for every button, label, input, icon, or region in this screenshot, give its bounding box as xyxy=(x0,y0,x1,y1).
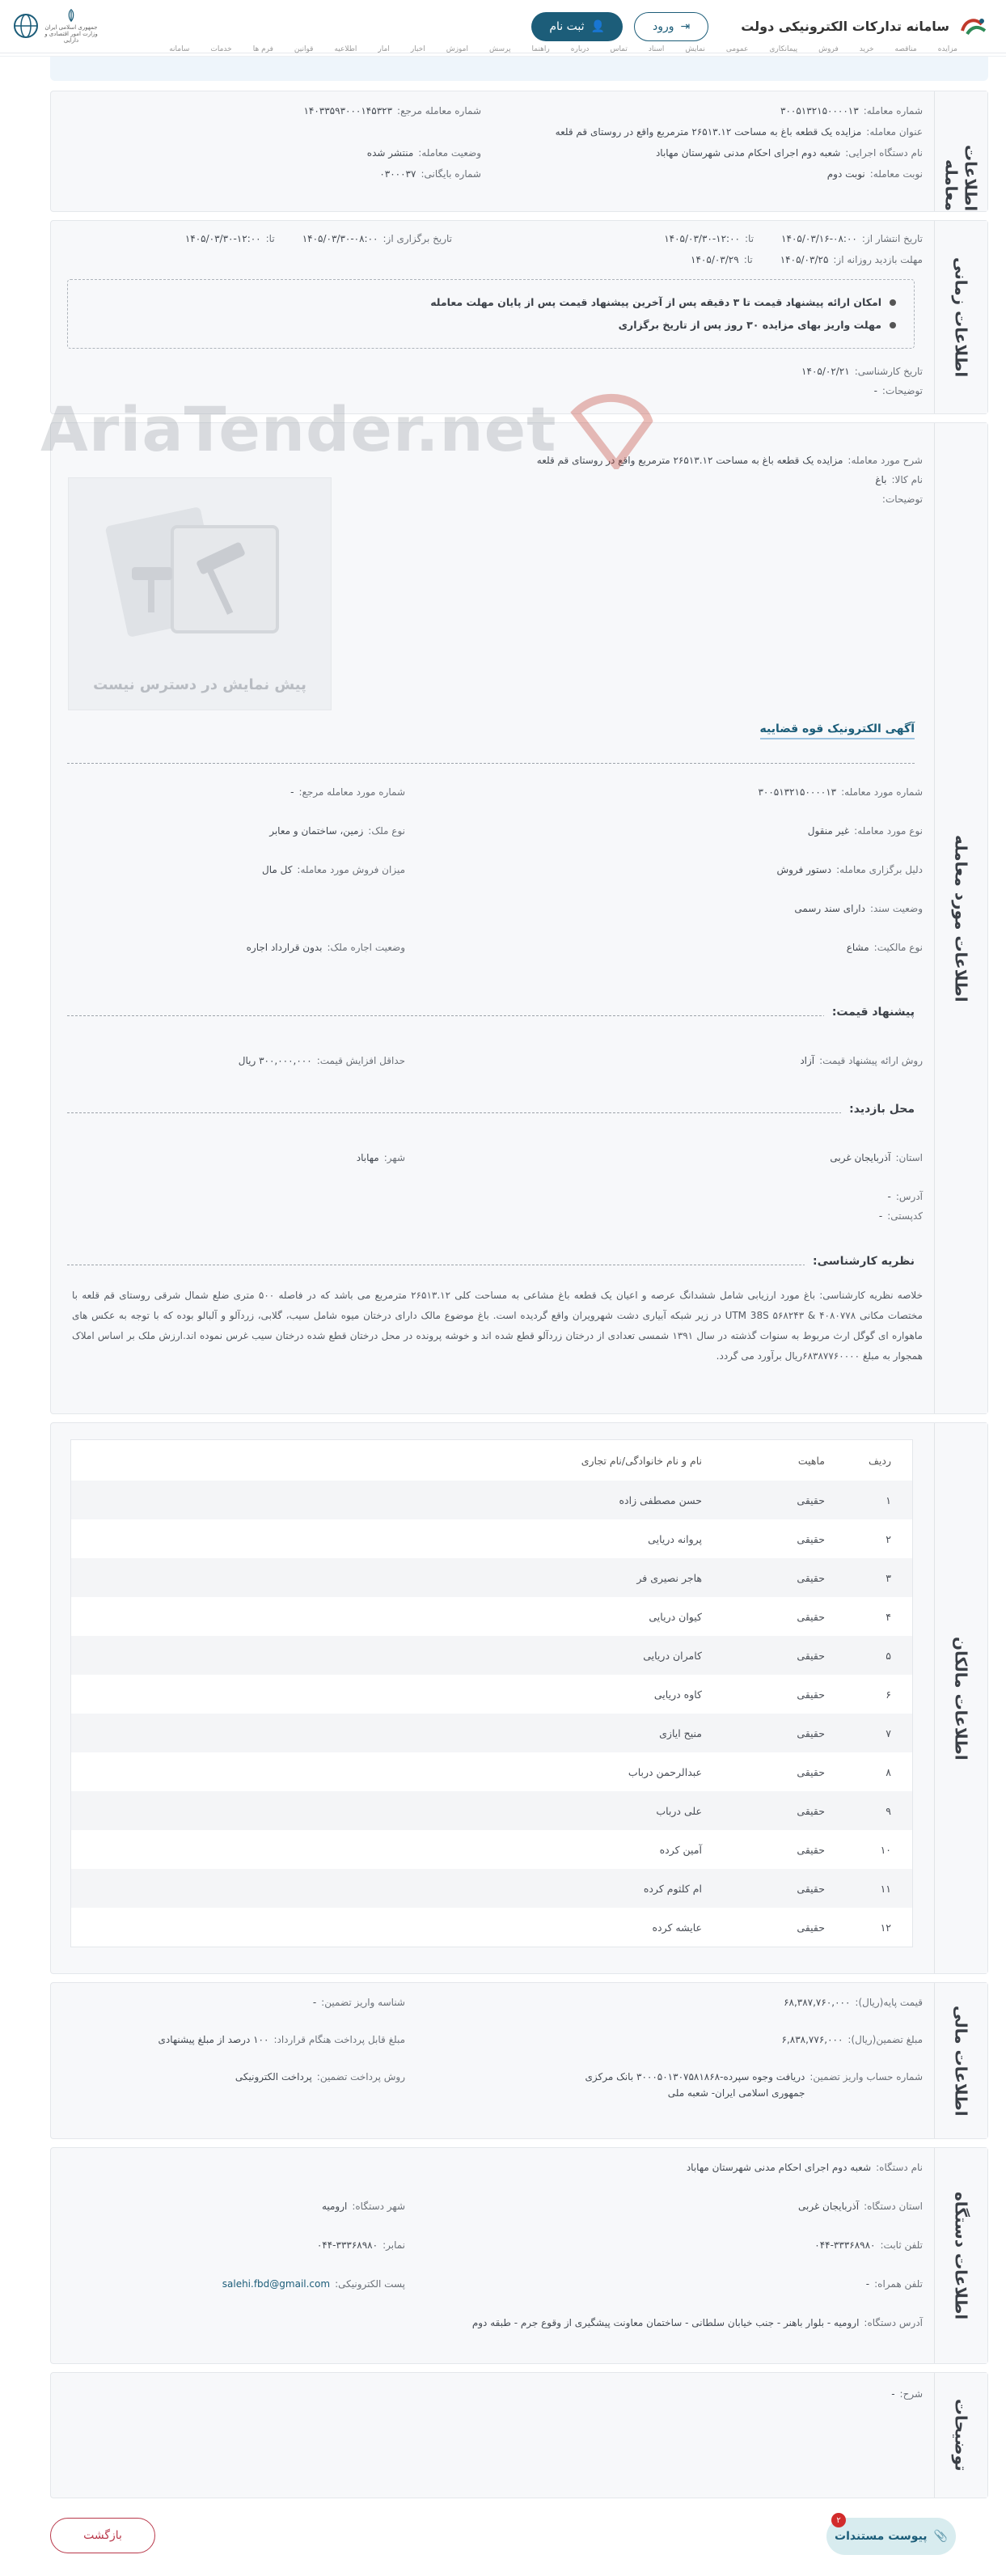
divider xyxy=(67,1112,915,1113)
nav-item[interactable]: خدمات xyxy=(210,45,232,53)
row-type: حقیقی xyxy=(797,1688,825,1701)
nav-item[interactable]: پیمانکاری xyxy=(769,45,798,53)
table-row xyxy=(71,1558,912,1597)
table-row xyxy=(71,1869,912,1908)
row-name: هاجر نصیری فر xyxy=(636,1571,702,1584)
held-to: ۱۴۰۵/۰۳/۳۰-۱۲:۰۰ xyxy=(184,233,261,244)
txn-subject-value: مزایده یک قطعه باغ به مساحت ۲۶۵۱۳.۱۲ مترمربع واقع در روستای قم قلعه xyxy=(555,126,862,138)
kind-value: غیر منقول xyxy=(807,825,850,837)
nav-item[interactable]: نمایش xyxy=(685,45,705,53)
held-label: تاریخ برگزاری از: xyxy=(383,233,452,244)
row-index: ۷ xyxy=(886,1727,891,1739)
row-type: حقیقی xyxy=(797,1727,825,1739)
min-inc-label: حداقل افزایش قیمت: xyxy=(316,1055,405,1066)
brand-title: سامانه تدارکات الکترونیکی دولت xyxy=(741,19,949,34)
paperclip-icon: 📎 xyxy=(933,2530,948,2543)
nav-item[interactable]: تماس xyxy=(610,45,628,53)
finance-section xyxy=(50,1982,988,2139)
visit-address-label: آدرس: xyxy=(895,1191,923,1202)
item-desc-value: مزایده یک قطعه باغ به مساحت ۲۶۵۱۳.۱۲ مترمربع واقع در روستای قم قلعه xyxy=(536,455,843,466)
nav-item[interactable]: درباره xyxy=(570,45,590,53)
visit-from: ۱۴۰۵/۰۳/۲۵ xyxy=(780,254,829,265)
timing-notes-label: توضیحات: xyxy=(881,385,923,396)
brand[interactable] xyxy=(741,13,990,40)
row-index: ۱ xyxy=(886,1493,891,1506)
col-type-header: ماهیت xyxy=(797,1454,825,1467)
bullet-icon xyxy=(890,322,896,328)
txn-turn-value: نوبت دوم xyxy=(826,168,865,180)
visit-postal-value: - xyxy=(878,1210,883,1222)
nav-item[interactable]: فرم ها xyxy=(252,45,273,53)
timing-notes-value: - xyxy=(873,385,877,396)
visit-province-value: آذربایجان غربی xyxy=(830,1152,891,1163)
table-row xyxy=(71,1636,912,1675)
divider xyxy=(67,1015,915,1016)
nav-item[interactable]: آموزش xyxy=(446,45,469,53)
pay-method-label: روش پرداخت تضمین: xyxy=(316,2071,405,2082)
login-icon: ⇥ xyxy=(680,19,691,33)
visit-city-label: شهر: xyxy=(383,1152,405,1163)
table-row xyxy=(71,1675,912,1714)
row-type: حقیقی xyxy=(797,1921,825,1934)
row-type: حقیقی xyxy=(797,1765,825,1778)
agency-mobile-label: تلفن همراه: xyxy=(874,2278,923,2290)
agency-name-label: نام دستگاه: xyxy=(876,2162,923,2173)
txn-archive-label: شماره بایگانی: xyxy=(421,168,481,180)
remarks-section xyxy=(50,2372,988,2498)
account-label: شماره حساب واریز تضمین: xyxy=(809,2071,923,2082)
attachments-count-badge: ۲ xyxy=(831,2513,846,2527)
row-name: ام کلثوم کرده xyxy=(643,1882,702,1895)
agency-address-label: آدرس دستگاه: xyxy=(864,2317,923,2328)
user-add-icon: 👤 xyxy=(590,19,605,33)
expert-date-label: تاریخ کارشناسی: xyxy=(854,366,923,377)
nav-item[interactable]: عمومی xyxy=(725,45,749,53)
guarantee-amount-label: مبلغ تضمین(ریال): xyxy=(847,2034,923,2045)
timing-rule-1: امکان ارائه پیشنهاد قیمت تا ۳ دقیقه پس از آخرین پیشنهاد قیمت پس از پایان مهلت معامله xyxy=(430,296,881,308)
row-index: ۶ xyxy=(886,1688,891,1701)
own-value: مشاع xyxy=(846,942,869,953)
nav-item[interactable]: مناقصه xyxy=(894,45,917,53)
row-name: حسن مصطفی زاده xyxy=(619,1493,702,1506)
finance-section-title: اطلاعات مالی xyxy=(934,1983,987,2138)
held-to-label: تا: xyxy=(265,233,275,244)
payable-value: ۱۰۰ درصد از مبلغ پیشنهادی xyxy=(158,2034,269,2045)
row-name: منیح ایازی xyxy=(659,1727,702,1739)
agency-mobile-value: - xyxy=(865,2278,870,2290)
row-name: آمین کرده xyxy=(659,1843,702,1856)
watermark xyxy=(40,388,657,469)
table-header xyxy=(71,1440,912,1481)
row-index: ۴ xyxy=(886,1610,891,1623)
register-button[interactable] xyxy=(531,12,623,41)
txn-turn-label: نوبت معامله: xyxy=(869,168,923,180)
nav-item[interactable]: خرید xyxy=(859,45,874,53)
item-notes-label: توضیحات: xyxy=(881,494,923,505)
agency-province-value: آذربایجان غربی xyxy=(797,2201,860,2212)
image-preview xyxy=(68,477,332,710)
transaction-section-title: اطلاعات معامله xyxy=(934,91,987,211)
base-price-label: قیمت پایه(ریال): xyxy=(855,1997,923,2008)
visit-city-value: مهاباد xyxy=(356,1152,379,1163)
agency-section xyxy=(50,2147,988,2364)
attachments-button[interactable] xyxy=(826,2518,956,2555)
own-label: نوع مالکیت: xyxy=(873,942,923,953)
col-index-header: ردیف xyxy=(868,1454,891,1467)
row-name: عبدالرحمن درباب xyxy=(628,1765,702,1778)
txn-archive-value: ۰۳۰۰۰۳۷ xyxy=(379,168,416,180)
visit-label: مهلت بازدید روزانه از: xyxy=(833,254,923,265)
account-value: دریافت وجوه سپرده-۳۰۰۰۵۰۱۳۰۷۵۸۱۸۶۸ بانک مرکزی جمهوری اسلامی ایران- شعبه ملی xyxy=(585,2071,805,2099)
globe-logo-icon xyxy=(11,11,40,40)
emblem-caption: جمهوری اسلامی ایران وزارت امور اقتصادی و دارایی xyxy=(44,24,98,44)
lease-label: وضعیت اجاره ملک: xyxy=(327,942,405,953)
goods-value: باغ xyxy=(875,474,887,485)
reason-label: دلیل برگزاری معامله: xyxy=(836,864,923,875)
agency-fax-value: ۰۴۴-۳۳۳۶۸۹۸۰ xyxy=(316,2239,378,2251)
back-button[interactable]: بازگشت xyxy=(50,2518,155,2553)
reason-value: دستور فروش xyxy=(776,864,832,875)
row-type: حقیقی xyxy=(797,1610,825,1623)
visit-to: ۱۴۰۵/۰۳/۲۹ xyxy=(691,254,739,265)
expert-date-value: ۱۴۰۵/۰۲/۲۱ xyxy=(801,366,850,377)
nav-item[interactable]: پرسش xyxy=(489,45,511,53)
table-row xyxy=(71,1597,912,1636)
owners-section-title: اطلاعات مالکان xyxy=(934,1423,987,1973)
register-label: ثبت نام xyxy=(549,19,585,33)
lease-value: بدون قرارداد اجاره xyxy=(246,942,323,953)
guarantee-amount-value: ۶,۸۳۸,۷۷۶,۰۰۰ xyxy=(781,2034,843,2045)
publish-to-label: تا: xyxy=(745,233,754,244)
timing-rule-2: مهلت واریز بهای مزایده ۳۰ روز پس از تاریخ برگزاری xyxy=(618,319,881,331)
col-name-header: نام و نام خانوادگی/نام تجاری xyxy=(581,1454,702,1467)
watermark-text: AriaTender.net xyxy=(40,392,557,465)
prop-label: نوع ملک: xyxy=(368,825,405,837)
remarks-section-title: توضیحات xyxy=(934,2373,987,2498)
iran-emblem-icon xyxy=(59,8,83,23)
expert-heading: نظریه کارشناسی: xyxy=(805,1255,915,1268)
payable-label: مبلغ قابل پرداخت هنگام قرارداد: xyxy=(273,2034,405,2045)
txn-number-value: ۳۰۰۵۱۳۲۱۵۰۰۰۰۱۳ xyxy=(780,105,859,117)
txn-org-label: نام دستگاه اجرایی: xyxy=(845,147,923,159)
transaction-section xyxy=(50,91,988,212)
row-type: حقیقی xyxy=(797,1493,825,1506)
row-type: حقیقی xyxy=(797,1843,825,1856)
preview-unavailable-text: پیش نمایش در دسترس نیست xyxy=(93,676,306,693)
method-label: روش ارائه پیشنهاد قیمت: xyxy=(819,1055,923,1066)
table-row xyxy=(71,1791,912,1830)
row-index: ۱۲ xyxy=(880,1921,891,1934)
table-row xyxy=(71,1714,912,1752)
visit-address-value: - xyxy=(887,1191,891,1202)
remarks-desc-label: شرح: xyxy=(899,2388,923,2400)
table-row xyxy=(71,1481,912,1519)
visit-to-label: تا: xyxy=(743,254,753,265)
item-desc-label: شرح مورد معامله: xyxy=(847,455,923,466)
nav-item[interactable]: مزایده xyxy=(937,45,957,53)
row-index: ۱۰ xyxy=(880,1843,891,1856)
nav-item[interactable]: اطلاعیه xyxy=(334,45,357,53)
watermark-logo-icon xyxy=(568,388,657,469)
setad-logo-icon xyxy=(957,13,990,40)
txn-status-label: وضعیت معامله: xyxy=(418,147,481,159)
top-info-box xyxy=(50,57,988,81)
sub-ref-value: - xyxy=(290,786,294,798)
nav-item[interactable]: قوانین xyxy=(294,45,314,53)
agency-email-label: پست الکترونیکی: xyxy=(335,2278,405,2290)
timing-section xyxy=(50,220,988,414)
agency-name-value: شعبه دوم اجرای احکام مدنی شهرستان مهاباد xyxy=(686,2162,872,2173)
base-price-value: ۶۸,۳۸۷,۷۶۰,۰۰۰ xyxy=(784,1997,851,2008)
nav-item[interactable]: سامانه xyxy=(169,45,190,53)
timing-rules-box xyxy=(67,279,915,349)
sub-no-label: شماره مورد معامله: xyxy=(841,786,923,798)
row-type: حقیقی xyxy=(797,1882,825,1895)
timing-section-title: اطلاعات زمانی xyxy=(934,221,987,413)
nav-item[interactable]: اسناد xyxy=(648,45,665,53)
row-index: ۲ xyxy=(886,1532,891,1545)
row-type: حقیقی xyxy=(797,1532,825,1545)
remarks-desc-value: - xyxy=(891,2388,895,2400)
sub-ref-label: شماره مورد معامله مرجع: xyxy=(298,786,405,798)
guarantee-id-label: شناسه واریز تضمین: xyxy=(321,1997,405,2008)
owners-section xyxy=(50,1422,988,1974)
bullet-icon xyxy=(890,299,896,306)
row-index: ۹ xyxy=(886,1804,891,1817)
txn-subject-label: عنوان معامله: xyxy=(866,126,923,138)
agency-phone-label: تلفن ثابت: xyxy=(880,2239,923,2251)
agency-city-value: ارومیه xyxy=(321,2201,348,2212)
txn-status-value: منتشر شده xyxy=(366,147,414,159)
divider xyxy=(67,763,915,764)
kind-label: نوع مورد معامله: xyxy=(854,825,923,837)
row-name: پروانه دریایی xyxy=(648,1532,702,1545)
table-row xyxy=(71,1519,912,1558)
nav-item[interactable]: آمار xyxy=(378,45,390,53)
agency-phone-value: ۰۴۴-۳۳۳۶۸۹۸۰ xyxy=(814,2239,876,2251)
share-label: میزان فروش مورد معامله: xyxy=(297,864,405,875)
nav-item[interactable]: راهنما xyxy=(531,45,550,53)
row-index: ۳ xyxy=(886,1571,891,1584)
txn-ref-value: ۱۴۰۳۳۵۹۳۰۰۰۱۴۵۳۲۳ xyxy=(303,105,393,117)
nav-item[interactable]: فروش xyxy=(818,45,839,53)
login-label: ورود xyxy=(652,19,674,33)
price-heading: پیشنهاد قیمت: xyxy=(824,1006,915,1019)
agency-fax-label: نمابر: xyxy=(383,2239,405,2251)
judiciary-announcement-link[interactable]: آگهی الکترونیک قوه قضاییه xyxy=(760,722,915,739)
row-type: حقیقی xyxy=(797,1571,825,1584)
row-type: حقیقی xyxy=(797,1804,825,1817)
row-type: حقیقی xyxy=(797,1649,825,1662)
agency-address-value: ارومیه - بلوار باهنر - جنب خیابان سلطانی - ساختمان معاونت پیشگیری از وقوع جرم - طبقه دوم xyxy=(471,2317,860,2328)
guarantee-id-value: - xyxy=(312,1997,317,2008)
gavel-placeholder-icon xyxy=(67,478,331,664)
item-section-title: اطلاعات مورد معامله xyxy=(934,423,987,1413)
txn-org-value: شعبه دوم اجرای احکام مدنی شهرستان مهاباد xyxy=(655,147,841,159)
agency-city-label: شهر دستگاه: xyxy=(352,2201,405,2212)
owners-table xyxy=(70,1439,913,1947)
share-value: کل مال xyxy=(262,864,293,875)
txn-number-label: شماره معامله: xyxy=(863,105,923,117)
row-name: عایشه کرده xyxy=(652,1921,702,1934)
agency-section-title: اطلاعات دستگاه xyxy=(934,2148,987,2363)
visit-province-label: استان: xyxy=(895,1152,923,1163)
goods-label: نام کالا: xyxy=(891,474,923,485)
attachments-label: پیوست مستندات xyxy=(835,2530,928,2543)
publish-from: ۱۴۰۵/۰۳/۱۶-۰۸:۰۰ xyxy=(781,233,857,244)
row-index: ۵ xyxy=(886,1649,891,1662)
txn-ref-label: شماره معامله مرجع: xyxy=(397,105,481,117)
ministry-emblem xyxy=(44,8,98,44)
row-name: کیوان دریایی xyxy=(649,1610,702,1623)
min-inc-value: ۳۰۰,۰۰۰,۰۰۰ ریال xyxy=(238,1055,312,1066)
table-row xyxy=(71,1908,912,1947)
prop-value: زمین، ساختمان و معابر xyxy=(269,825,364,837)
agency-province-label: استان دستگاه: xyxy=(864,2201,923,2212)
expert-opinion-text: خلاصه نظریه کارشناسی: باغ مورد ارزیابی شامل ششدانگ عرصه و اعیان یک قطعه باغ مشاعی به مساحت کلی ۲۶۵۱۳.۱۲ مترمربع می باشد که در فاصله ۵۰۰ متری ضلع شمال شرقی روستای قم قلعه با مختصات مکانی ۴۰۸۰۷۷۸ & ۵۶۸۲۴۳ UTM 38S در زیر شبکه آبیاری دشت شهرویران واقع گردیده است. باغ موضوع مالک دارای درختان میوه شامل سیب، گلابی، زردآلو و آلبالو بوده که با توجه به عکس های ماهواره ای گوگل ارث مربوط به سنوات گذشته در سال ۱۳۹۱ شمسی تعدادی از درختان زردآلو قطع شده اند و خوشه پرونده در محل درختان قطع شده درختان سیب غرس نموده اند.ارزش ملک بر اساس املاک همجوار به مبلغ ۶۸۳۸۷۷۶۰۰۰۰ریال برآورد می گردد. xyxy=(72,1290,923,1362)
publish-label: تاریخ انتشار از: xyxy=(861,233,923,244)
method-value: آزاد xyxy=(800,1055,815,1066)
table-row xyxy=(71,1830,912,1869)
table-row xyxy=(71,1752,912,1791)
agency-email-link[interactable]: salehi.fbd@gmail.com xyxy=(222,2278,331,2290)
nav-strip xyxy=(0,45,1006,57)
login-button[interactable] xyxy=(634,12,708,41)
sub-no-value: ۳۰۰۵۱۳۲۱۵۰۰۰۰۱۳ xyxy=(758,786,837,798)
nav-item[interactable]: اخبار xyxy=(410,45,425,53)
publish-to: ۱۴۰۵/۰۳/۳۰-۱۲:۰۰ xyxy=(664,233,740,244)
doc-value: دارای سند رسمی xyxy=(794,903,865,914)
visit-heading: محل بازدید: xyxy=(841,1103,915,1116)
visit-postal-label: کدپستی: xyxy=(887,1210,923,1222)
footer-actions xyxy=(50,2515,956,2555)
row-index: ۱۱ xyxy=(880,1882,891,1895)
row-name: علی درباب xyxy=(656,1804,702,1817)
row-name: کاوه دریایی xyxy=(653,1688,702,1701)
row-name: کامران دریایی xyxy=(643,1649,702,1662)
pay-method-value: پرداخت الکترونیکی xyxy=(235,2071,312,2082)
row-index: ۸ xyxy=(886,1765,891,1778)
doc-label: وضعیت سند: xyxy=(869,903,923,914)
held-from: ۱۴۰۵/۰۳/۳۰-۰۸:۰۰ xyxy=(302,233,378,244)
